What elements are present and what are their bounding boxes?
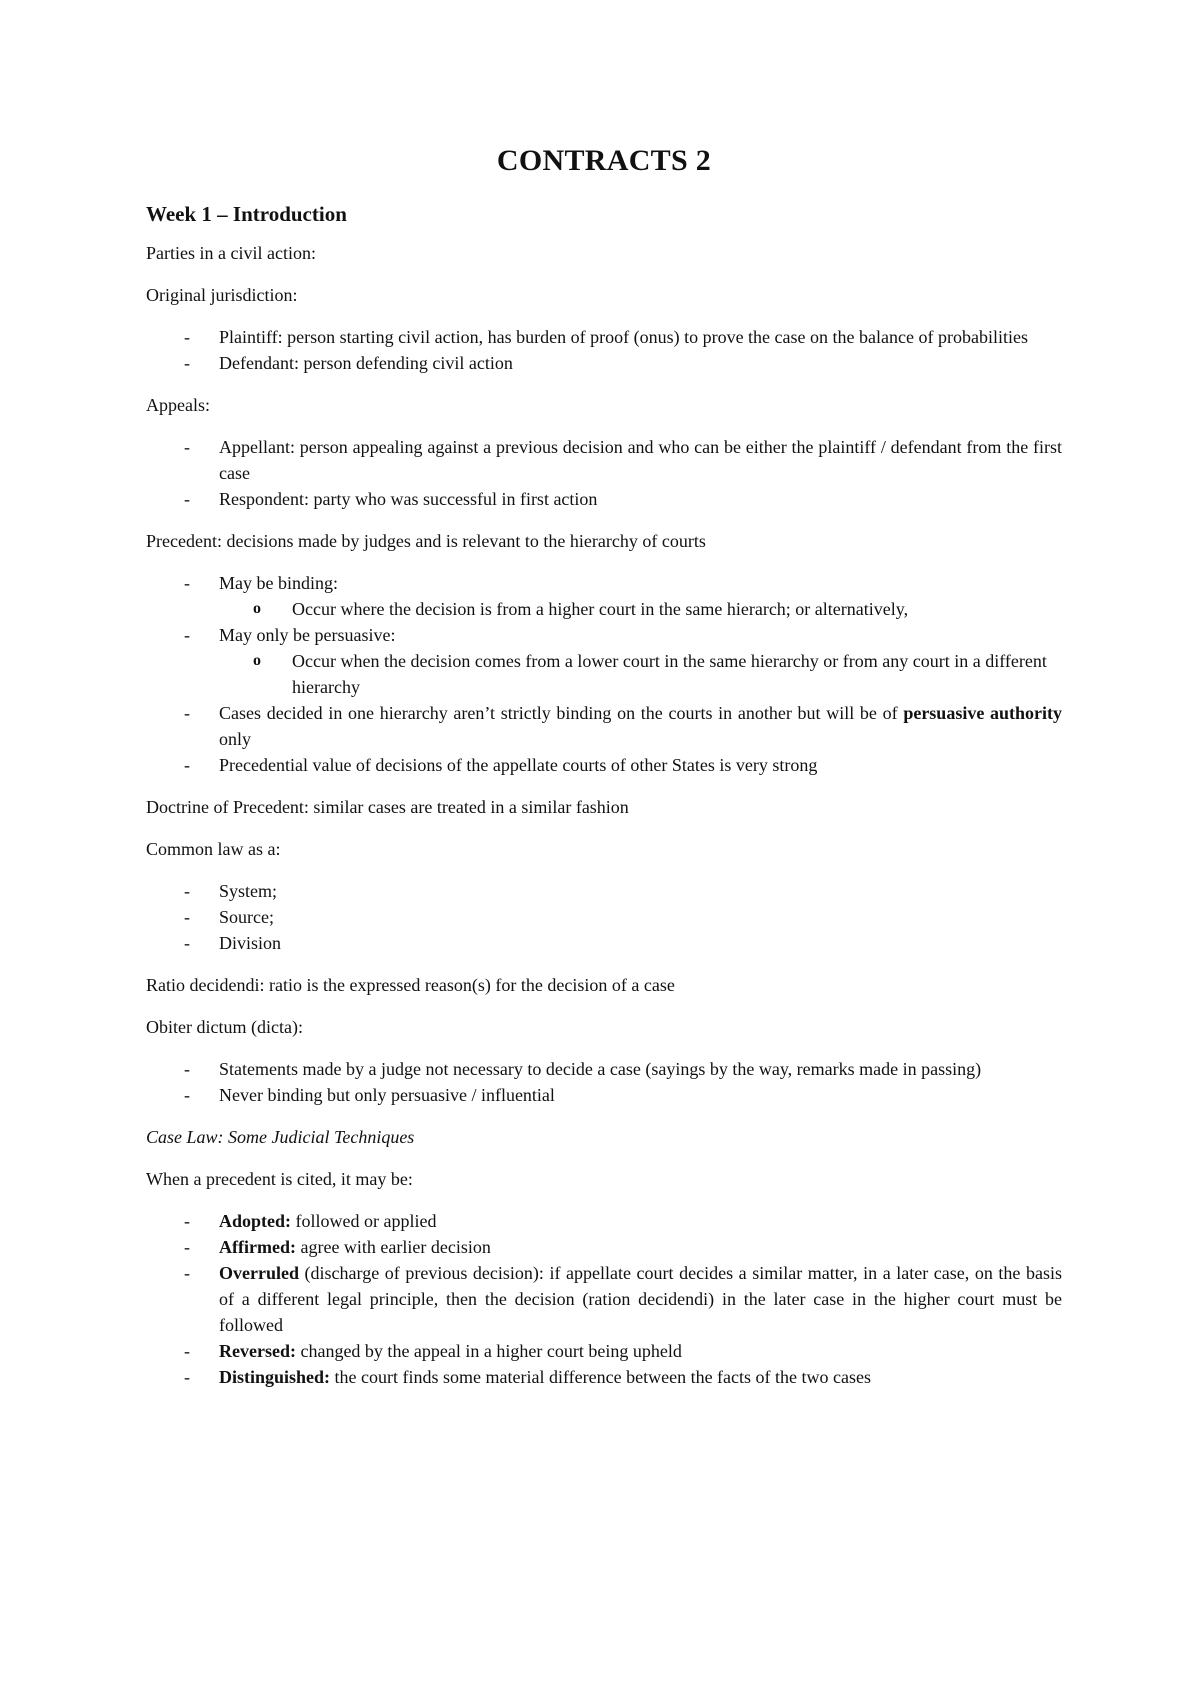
dash-bullet: -	[184, 489, 190, 509]
list-item-text: Appellant: person appealing against a previous decision and who can be either the plaintiff / defendant from the first case	[219, 437, 1062, 483]
dash-bullet: -	[184, 1237, 190, 1257]
appeals-label: Appeals:	[146, 395, 210, 415]
list-item-text: May only be persuasive:	[219, 625, 396, 645]
list-item	[146, 1364, 1062, 1390]
case-law-heading: Case Law: Some Judicial Techniques	[146, 1127, 415, 1147]
circle-bullet-icon: o	[253, 652, 261, 669]
list-item	[146, 930, 1062, 956]
original-jurisdiction-list	[146, 324, 1062, 376]
dash-bullet: -	[184, 1059, 190, 1079]
list-item	[146, 752, 1062, 778]
cited-list	[146, 1208, 1062, 1390]
list-item	[146, 878, 1062, 904]
list-item	[146, 1234, 1062, 1260]
common-law-list	[146, 878, 1062, 956]
dash-bullet: -	[184, 703, 190, 723]
dash-bullet: -	[184, 1085, 190, 1105]
dash-bullet: -	[184, 353, 190, 373]
list-item	[146, 1208, 1062, 1234]
list-item	[146, 700, 1062, 752]
list-item-tail: only	[219, 729, 252, 749]
cited-label: When a precedent is cited, it may be:	[146, 1169, 413, 1189]
list-item-text: agree with earlier decision	[295, 1237, 491, 1257]
circle-bullet-icon: o	[253, 600, 261, 617]
list-item-text: System;	[219, 881, 278, 901]
dash-bullet: -	[184, 437, 190, 457]
list-item-text: changed by the appeal in a higher court being upheld	[295, 1341, 682, 1361]
appeals-list	[146, 434, 1062, 512]
list-item-text: Plaintiff: person starting civil action, has burden of proof (onus) to prove the case on the balance of probabilities	[219, 327, 1028, 347]
dash-bullet: -	[184, 881, 190, 901]
list-item	[146, 1082, 1062, 1108]
dash-bullet: -	[184, 1341, 190, 1361]
dash-bullet: -	[184, 755, 190, 775]
precedent-label: Precedent: decisions made by judges and is relevant to the hierarchy of courts	[146, 531, 706, 551]
obiter-list	[146, 1056, 1062, 1108]
sub-list-item	[219, 648, 1062, 700]
list-item-text: the court finds some material difference between the facts of the two cases	[330, 1367, 871, 1387]
parties-line: Parties in a civil action:	[146, 243, 316, 263]
list-item	[146, 1056, 1062, 1082]
bold-term: persuasive authority	[903, 703, 1063, 723]
list-item-text: followed or applied	[291, 1211, 437, 1231]
obiter-label: Obiter dictum (dicta):	[146, 1017, 303, 1037]
sub-list	[219, 596, 1062, 622]
dash-bullet: -	[184, 933, 190, 953]
list-item-text: Respondent: party who was successful in first action	[219, 489, 598, 509]
dash-bullet: -	[184, 573, 190, 593]
list-item-text: Statements made by a judge not necessary to decide a case (sayings by the way, remarks made in passing)	[219, 1059, 982, 1079]
list-item-text: Source;	[219, 907, 274, 927]
list-item	[146, 486, 1062, 512]
dash-bullet: -	[184, 1211, 190, 1231]
list-item-text: Precedential value of decisions of the appellate courts of other States is very strong	[219, 755, 818, 775]
bold-term: Distinguished:	[219, 1367, 331, 1387]
list-item	[146, 1338, 1062, 1364]
doctrine-line: Doctrine of Precedent: similar cases are treated in a similar fashion	[146, 797, 629, 817]
ratio-line: Ratio decidendi: ratio is the expressed reason(s) for the decision of a case	[146, 975, 675, 995]
list-item-text: May be binding:	[219, 573, 338, 593]
precedent-list	[146, 570, 1062, 778]
list-item	[146, 904, 1062, 930]
sub-list-item	[219, 596, 1062, 622]
sub-list-item-text: Occur when the decision comes from a lower court in the same hierarchy or from any court in a different hierarchy	[292, 651, 1047, 697]
document-title: CONTRACTS 2	[496, 144, 712, 177]
dash-bullet: -	[184, 907, 190, 927]
bold-term: Overruled	[219, 1263, 299, 1283]
list-item-text: Cases decided in one hierarchy aren’t strictly binding on the courts in another but will be of	[219, 703, 898, 723]
list-item-text: Never binding but only persuasive / influential	[219, 1085, 555, 1105]
original-jurisdiction-label: Original jurisdiction:	[146, 285, 298, 305]
list-item-text: Defendant: person defending civil action	[219, 353, 513, 373]
bold-term: Reversed:	[219, 1341, 296, 1361]
bold-term: Affirmed:	[219, 1237, 296, 1257]
dash-bullet: -	[184, 625, 190, 645]
list-item	[146, 350, 1062, 376]
bold-term: Adopted:	[219, 1211, 292, 1231]
list-item	[146, 622, 1062, 700]
dash-bullet: -	[184, 327, 190, 347]
dash-bullet: -	[184, 1367, 190, 1387]
sub-list-item-text: Occur where the decision is from a higher court in the same hierarch; or alternatively,	[292, 599, 909, 619]
week-heading: Week 1 – Introduction	[146, 202, 347, 226]
common-law-label: Common law as a:	[146, 839, 281, 859]
list-item	[146, 1260, 1062, 1338]
list-item-text: (discharge of previous decision): if appellate court decides a similar matter, in a later case, on the basis of a different legal principle, then the decision (ration decidendi) in the later case in the higher court must be followed	[219, 1263, 1062, 1335]
sub-list	[219, 648, 1062, 700]
dash-bullet: -	[184, 1263, 190, 1283]
list-item	[146, 570, 1062, 622]
list-item-text: Division	[219, 933, 282, 953]
list-item	[146, 434, 1062, 486]
list-item	[146, 324, 1062, 350]
